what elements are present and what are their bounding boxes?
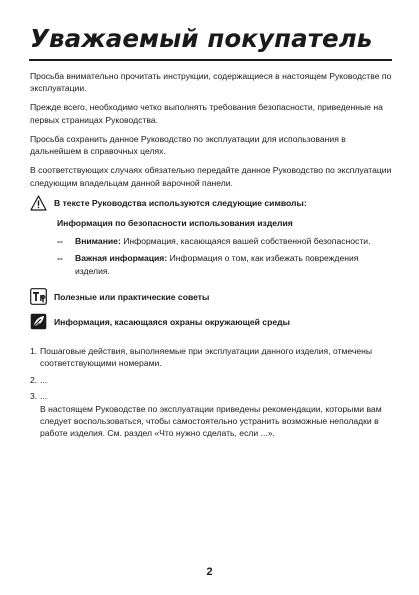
- page-title: Уважаемый покупатель: [30, 24, 373, 53]
- step-note: В настоящем Руководстве по эксплуатации приведены рекомендации, которыми вам следует воспользоваться, чтобы самостоятельно устранить возможные неполадки в работе изделия. См. раздел «Что нужно сделать, если ...».: [40, 403, 382, 439]
- step-item: [30, 390, 392, 440]
- step-text: ...: [40, 374, 48, 385]
- environment-icon: [30, 313, 47, 330]
- tips-row: [30, 291, 392, 303]
- steps-list: [30, 345, 392, 440]
- environment-row: [30, 316, 392, 328]
- step-text: Пошаговые действия, выполняемые при эксплуатации данного изделия, отмечены соответствующими номерами.: [40, 345, 373, 369]
- intro-paragraph: Просьба сохранить данное Руководство по эксплуатации для использования в дальнейшем в справочных целях.: [30, 133, 346, 157]
- step-number: 1.: [30, 345, 38, 356]
- list-item: [57, 252, 392, 277]
- symbols-heading-row: [30, 197, 392, 209]
- bullet-text: Информация о том, как избежать повреждения изделия.: [75, 253, 359, 276]
- content: [30, 70, 392, 444]
- warning-triangle-icon: [30, 195, 47, 211]
- step-item: [30, 345, 392, 370]
- bullet-label: Важная информация:: [75, 253, 168, 264]
- step-text: ...: [40, 391, 48, 402]
- tips-label: Полезные или практические советы: [54, 292, 210, 303]
- safety-heading: Информация по безопасности использования изделия: [57, 218, 293, 229]
- step-number: 2.: [30, 374, 38, 385]
- intro-paragraph: В соответствующих случаях обязательно передайте данное Руководство по эксплуатации следующим владельцам данной варочной панели.: [30, 165, 392, 188]
- bullet-dash: --: [57, 253, 63, 264]
- tips-icon: [30, 288, 47, 305]
- step-item: [30, 374, 392, 386]
- intro-paragraph: Прежде всего, необходимо четко выполнять требования безопасности, приведенные на первых страницах Руководства.: [30, 102, 383, 125]
- symbols-heading: В тексте Руководства используются следующие символы:: [54, 198, 307, 209]
- title-rule: [29, 59, 392, 61]
- page-number: 2: [206, 566, 213, 578]
- step-number: 3.: [30, 391, 38, 402]
- environment-label: Информация, касающаяся охраны окружающей среды: [54, 317, 290, 328]
- intro-paragraph: Просьба внимательно прочитать инструкции, содержащиеся в настоящем Руководстве по эксплуатации.: [30, 71, 392, 94]
- list-item: [57, 235, 392, 247]
- bullet-text: Информация, касающаяся вашей собственной безопасности.: [120, 235, 371, 246]
- bullet-label: Внимание:: [75, 235, 121, 246]
- bullet-dash: --: [57, 235, 63, 246]
